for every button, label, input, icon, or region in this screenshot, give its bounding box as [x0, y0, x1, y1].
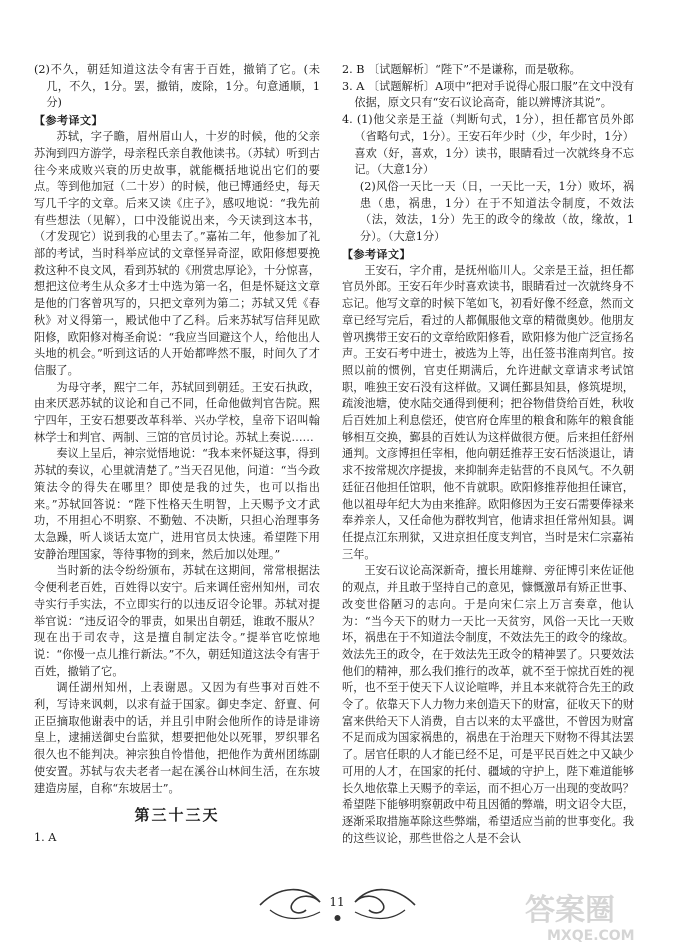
- translation-paragraph: 奏议上呈后，神宗觉悟地说：“我本来怀疑这事，得到苏轼的奏议，心里就清楚了。”当天召见他，问道：“当今政策法令的得失在哪里？即使是我的过失，也可以指出来。”苏轼回答说：“陛下性格天生明智，上天赐予文才武功，不用担心不明察、不勤勉、不决断，只担心治理事务太急躁，听人谈话太宽广，进用官员太快速。希望陛下用安静治理国家，等待事物的到来，然后加以处理。”: [34, 447, 320, 561]
- translation-paragraph: 苏轼，字子瞻，眉州眉山人，十岁的时候，他的父亲苏洵到四方游学，母亲程氏亲自教他读书。（苏轼）听到古往今来成败兴衰的历史故事，就能概括地说出它们的要点。等到他加冠（二十岁）的时候，他已博通经史，每天写几千字的文章。后来又读《庄子》，感叹地说：“我先前有些想法（见解），口中没能说出来，今天读到这本书，（才发现它）说到我的心里去了。”嘉祐二年，他参加了礼部的考试，当时科举应试的文章怪异奇涩，欧阳修想要挽救这种不良文风，看到苏轼的《刑赏忠厚论》，十分惊喜，想把这位考生从众多才士中选为第一名，但是怀疑这文章是他的门客曾巩写的，只把文章列为第二；苏轼又凭《春秋》对义得第一，殿试他中了乙科。后来苏轼写信拜见欧阳修，欧阳修对梅圣俞说：“我应当回避这个人，给他出人头地的机会。”听到这话的人开始都哗然不服，时间久了才信服了。: [34, 130, 320, 377]
- watermark-text: 答案圈: [525, 893, 615, 928]
- translation-paragraph: 当时新的法令纷纷颁布，苏轼在这期间，常常根据法令便利老百姓，百姓得以安宁。后来调任密州知州，司农寺实行手实法，不立即实行的以违反诏令论罪。苏轼对提举官说：“违反诏令的罪责，如果出自朝廷，谁敢不服从？现在出于司农寺，这是擅自制定法令。”提举官吃惊地说：“你慢一点儿推行新法。”不久，朝廷知道这法令有害于百姓，撤销了它。: [34, 564, 320, 678]
- left-column: [34, 62, 320, 847]
- answer-3: 3. A 〔试题解析〕A项中“把对手说得心服口服”在文中没有依据，原文只有“安石议论高奇，能以辨博济其说”。: [342, 79, 634, 110]
- translation-paragraph: 王安石议论高深新奇，擅长用雄辩、旁征博引来佐证他的观点，并且敢于坚持自己的意见，慷慨激昂有矫正世事、改变世俗陋习的志向。于是向宋仁宗上万言奏章，他认为：“当今天下的财力一天比一天贫穷，风俗一天比一天败坏，祸患在于不知道法令制度，不效法先王的政令的缘故。效法先王的政令，在于效法先王政令的精神罢了。只要效法他们的精神，那么我们推行的改革，就不至于惊扰百姓的视听，也不至于使天下人议论喧哗，并且本来就符合先王的政令了。依靠天下人力物力来创造天下的财富，征收天下的财富来供给天下人消费，自古以来的太平盛世，不曾因为财富不足而成为国家祸患的，祸患在于治理天下财物不得其法罢了。居官任职的人才能已经不足，可是平民百姓之中又缺少可用的人才，在国家的托付、疆域的守护上，陛下难道能够长久地依靠上天赐予的幸运，而不担心万一出现的变故吗？希望陛下能够明察朝政中苟且因循的弊端，明文诏令大臣，逐渐采取措施革除这些弊端，希望适应当前的世事变化。我的这些议论，那些世俗之人是不会认: [342, 564, 634, 845]
- right-column: [342, 62, 634, 847]
- answer-4-part2: (2)风俗一天比一天（日，一天比一天，1分）败坏，祸患（患，祸患，1分）在于不知道法令制度，不效法（法，效法，1分）先王的政令的缘故（故，缘故，1分）。（大意1分）: [359, 179, 634, 244]
- watermark-logo: [517, 888, 667, 946]
- answer-2: 2. B 〔试题解析〕“陛下”不是谦称，而是敬称。: [342, 63, 581, 76]
- translation-paragraph: 王安石，字介甫，是抚州临川人。父亲是王益，担任都官员外郎。王安石年少时喜欢读书，眼睛看过一次就终身不忘记。他写文章的时候下笔如飞，初看好像不经意，然而文章已经写完后，看过的人都佩服他文章的精微奥妙。他朋友曾巩携带王安石的文章给欧阳修看，欧阳修为他广泛宣扬名声。王安石考中进士，被选为上等，出任签书淮南判官。按照以前的惯例，官吏任期满后，允许进献文章请求考试馆职，唯独王安石没有这样做。又调任鄞县知县，修筑堤坝，疏浚池塘，使水陆交通得到便利；把谷物借贷给百姓，秋收后百姓加上利息偿还，使官府仓库里的粮食和陈年的粮食能够相互交换，鄞县的百姓认为这样做很方便。后来担任舒州通判。文彦博担任宰相，他向朝廷推荐王安石恬淡退让，请求不按常规次序提拔，来抑制奔走钻营的不良风气。不久朝廷征召他担任馆职，他不肯就职。欧阳修推荐他担任谏官，他以祖母年纪大为由来推辞。欧阳修因为王安石需要俸禄来奉养亲人，又任命他为群牧判官，他请求担任常州知县。调任提点江东刑狱，又进京担任度支判官，当时是宋仁宗嘉祐三年。: [342, 263, 634, 561]
- translation-paragraph: 调任湖州知州，上表谢恩。又因为有些事对百姓不利，写诗来讽刺，以求有益于国家。御史李定、舒亶、何正臣摘取他谢表中的话，并且引申附会他所作的诗是诽谤皇上，逮捕送御史台监狱，想要把他处以死罪，罗织罪名很久也不能判决。神宗独自怜惜他，把他作为黄州团练副使安置。苏轼与农夫老者一起在溪谷山林间生活，在东坡建造房屋，自称“东坡居士”。: [34, 681, 320, 795]
- answer-4-part1: 4. (1)他父亲是王益（判断句式，1分），担任都官员外郎（省略句式，1分）。王安石年少时（少，年少时，1分）喜欢（好，喜欢，1分）读书，眼睛看过一次就终身不忘记。（大意1分）: [342, 113, 634, 177]
- watermark-url: MXQE.COM: [547, 928, 635, 944]
- answer-1: 1. A: [34, 830, 57, 844]
- q2-answer: (2)不久，朝廷知道这法令有害于百姓，撤销了它。(未几，不久，1分。罢，撤销，废除，1分。句意通顺，1分): [34, 63, 320, 110]
- section-title: 第三十三天: [134, 806, 220, 825]
- reference-translation-heading: 【参考译文】: [342, 247, 411, 261]
- reference-translation-heading: 【参考译文】: [34, 114, 103, 128]
- page-number: 11: [329, 895, 345, 909]
- translation-paragraph: 为母守孝，熙宁二年，苏轼回到朝廷。王安石执政，由来厌恶苏轼的议论和自己不同，任命他做判官告院。熙宁四年，王安石想要改革科举、兴办学校，皇帝下诏叫翰林学士和判官、两制、三馆的官员讨论。苏轼上奏说……: [34, 380, 320, 444]
